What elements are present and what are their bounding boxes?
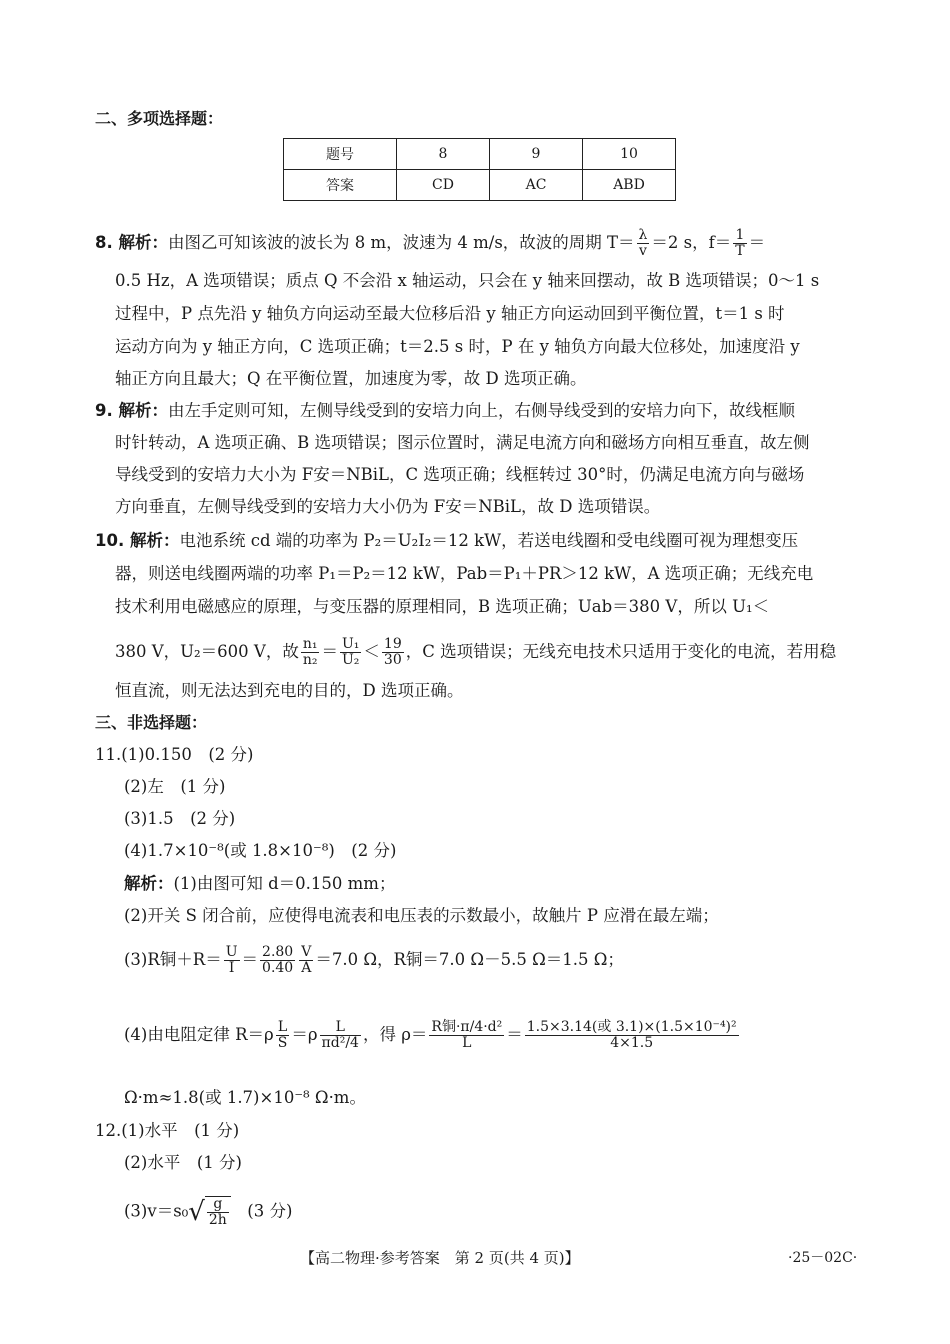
- q10-text: ，C 选项错误；无线充电技术只适用于变化的电流，若用稳: [405, 642, 837, 661]
- q9-line1: [95, 400, 795, 422]
- q11-text: (1)由图可知 d＝0.150 mm；: [173, 874, 396, 893]
- table-cell: 8: [397, 139, 490, 170]
- table-cell: 答案: [284, 170, 397, 201]
- q11-answer2: (2)左 (1 分): [124, 777, 226, 796]
- q11-explain5: Ω·m≈1.8(或 1.7)×10⁻⁸ Ω·m。: [124, 1088, 366, 1107]
- q8-line2: 0.5 Hz，A 选项错误；质点 Q 不会沿 x 轴运动，只会在 y 轴来回摆动，故 B 选项错误；0～1 s: [115, 271, 820, 290]
- q11-explain2: (2)开关 S 闭合前，应使得电流表和电压表的示数最小，故触片 P 应滑在最左端；: [124, 906, 719, 925]
- table-row: [284, 139, 676, 170]
- q9-line3: 导线受到的安培力大小为 F安＝NBiL，C 选项正确；线框转过 30°时，仍满足电流方向与磁场: [115, 465, 805, 484]
- q12-answer1: 12.(1)水平 (1 分): [95, 1121, 240, 1140]
- table-cell: AC: [490, 170, 583, 201]
- q8-line5: 轴正方向且最大；Q 在平衡位置，加速度为零，故 D 选项正确。: [115, 369, 587, 388]
- q11-answer4: (4)1.7×10⁻⁸(或 1.8×10⁻⁸) (2 分): [124, 841, 397, 860]
- answer-table: [283, 138, 676, 201]
- q11-explain4: (4)由电阻定律 R＝ρ $\frac{L}{S}$ ＝ρ $\frac{L}{\text{πd²/4}}$ ，得 ρ＝ $\frac{\text{R铜·π/4·d²}}{L}$ ＝ $\frac{\text{1.5×3.14(或 3.1)×(1.5×10⁻⁴)²}}{4\times 1.5}$: [124, 1019, 737, 1051]
- q12-text: (3)v＝s₀: [124, 1201, 189, 1221]
- q10-fraction-turns: $\frac{\text{n₁}}{\text{n₂}}$: [302, 636, 318, 668]
- q10-text: 电池系统 cd 端的功率为 P₂＝U₂I₂＝12 kW，若送电线圈和受电线圈可视为理想变压: [179, 531, 799, 550]
- q10-text: 380 V，U₂＝600 V，故: [115, 642, 299, 661]
- q11-fraction-ohm: $\frac{U}{I}$: [225, 944, 238, 976]
- q12-answer2: (2)水平 (1 分): [124, 1153, 242, 1172]
- q11-explain1: [124, 873, 395, 895]
- table-cell: ABD: [583, 170, 676, 201]
- q11-text: ＝7.0 Ω，R铜＝7.0 Ω－5.5 Ω＝1.5 Ω；: [315, 950, 624, 969]
- section3-title: 三、非选择题：: [95, 713, 208, 732]
- q11-fraction-result: $\frac{\text{1.5×3.14(或 3.1)×(1.5×10⁻⁴)²}}{4\times 1.5}$: [526, 1019, 737, 1051]
- q11-explain-label: 解析：: [124, 874, 174, 893]
- q10-line3: 技术利用电磁感应的原理，与变压器的原理相同，B 选项正确；Uab＝380 V，所以 U₁＜: [115, 597, 770, 616]
- q11-fraction-rho: $\frac{\text{R铜·π/4·d²}}{L}$: [431, 1019, 503, 1051]
- q8-text: ＝: [748, 233, 766, 252]
- table-cell: 9: [490, 139, 583, 170]
- table-cell: 10: [583, 139, 676, 170]
- page-footer: 【高二物理·参考答案 第 2 页(共 4 页)】: [300, 1249, 580, 1267]
- q10-fraction-ratio: $\frac{19}{30}$: [383, 636, 402, 668]
- q10-fraction-voltage: $\frac{\text{U₁}}{\text{U₂}}$: [341, 636, 360, 668]
- q10-line1: [95, 530, 798, 552]
- q11-answer1: 11.(1)0.150 (2 分): [95, 745, 254, 764]
- q8-line3: 过程中，P 点先沿 y 轴负方向运动至最大位移后沿 y 轴正方向运动回到平衡位置，t＝1 s 时: [115, 304, 785, 323]
- q9-label: 9. 解析：: [95, 401, 168, 420]
- q11-text: (4)由电阻定律 R＝ρ: [124, 1025, 274, 1044]
- q11-fraction-ls: $\frac{L}{S}$: [277, 1019, 288, 1051]
- q11-answer3: (3)1.5 (2 分): [124, 809, 236, 828]
- q8-label: 8. 解析：: [95, 233, 168, 252]
- q11-fraction-area: $\frac{L}{\text{πd²/4}}$: [321, 1019, 359, 1051]
- q8-fraction-frequency: $\frac{1}{T}$: [735, 227, 745, 259]
- table-cell: 题号: [284, 139, 397, 170]
- q10-label: 10. 解析：: [95, 531, 180, 550]
- page-code: ·25－02C·: [788, 1250, 858, 1266]
- q12-answer3: [124, 1196, 292, 1228]
- table-row: [284, 170, 676, 201]
- q10-line5: 恒直流，则无法达到充电的目的，D 选项正确。: [115, 681, 464, 700]
- q11-fraction-units: $\frac{V}{A}$: [301, 944, 312, 976]
- q11-explain3: (3)R铜＋R＝ $\frac{U}{I}$ ＝ $\frac{2.80}{0.40}$ $\frac{V}{A}$ ＝7.0 Ω，R铜＝7.0 Ω－5.5 Ω＝1.5 Ω；: [124, 944, 624, 976]
- q8-line1: [95, 228, 765, 259]
- q11-fraction-values: $\frac{2.80}{0.40}$: [262, 944, 294, 976]
- q11-text: (3)R铜＋R＝: [124, 950, 222, 969]
- q9-line2: 时针转动，A 选项正确、B 选项错误；图示位置时，满足电流方向和磁场方向相互垂直，故左侧: [115, 433, 810, 452]
- q10-line2: 器，则送电线圈两端的功率 P₁＝P₂＝12 kW，Pab＝P₁＋PR＞12 kW，A 选项正确；无线充电: [115, 564, 814, 583]
- q12-text: (3 分): [230, 1201, 293, 1221]
- q9-line4: 方向垂直，左侧导线受到的安培力大小仍为 F安＝NBiL，故 D 选项错误。: [115, 497, 661, 516]
- section2-title: 二、多项选择题：: [95, 109, 224, 128]
- q8-text: ＝2 s，f＝: [651, 233, 732, 252]
- q8-text: 由图乙可知该波的波长为 8 m，波速为 4 m/s，故波的周期 T＝: [168, 233, 635, 252]
- sqrt-symbol: √ $\frac{g}{2h}$: [188, 1196, 231, 1228]
- q8-fraction-period: $\frac{\lambda}{v}$: [638, 227, 648, 259]
- table-cell: CD: [397, 170, 490, 201]
- q11-text: ，得 ρ＝: [362, 1025, 428, 1044]
- q8-line4: 运动方向为 y 轴正方向，C 选项正确；t＝2.5 s 时，P 在 y 轴负方向最大位移处，加速度沿 y: [115, 337, 800, 356]
- q10-line4: 380 V，U₂＝600 V，故 $\frac{\text{n₁}}{\text{n₂}}$ ＝ $\frac{\text{U₁}}{\text{U₂}}$ ＜ $\frac{19}{30}$ ，C 选项错误；无线充电技术只适用于变化的电流，若用稳: [115, 636, 837, 668]
- q9-text: 由左手定则可知，左侧导线受到的安培力向上，右侧导线受到的安培力向下，故线框顺: [168, 401, 795, 420]
